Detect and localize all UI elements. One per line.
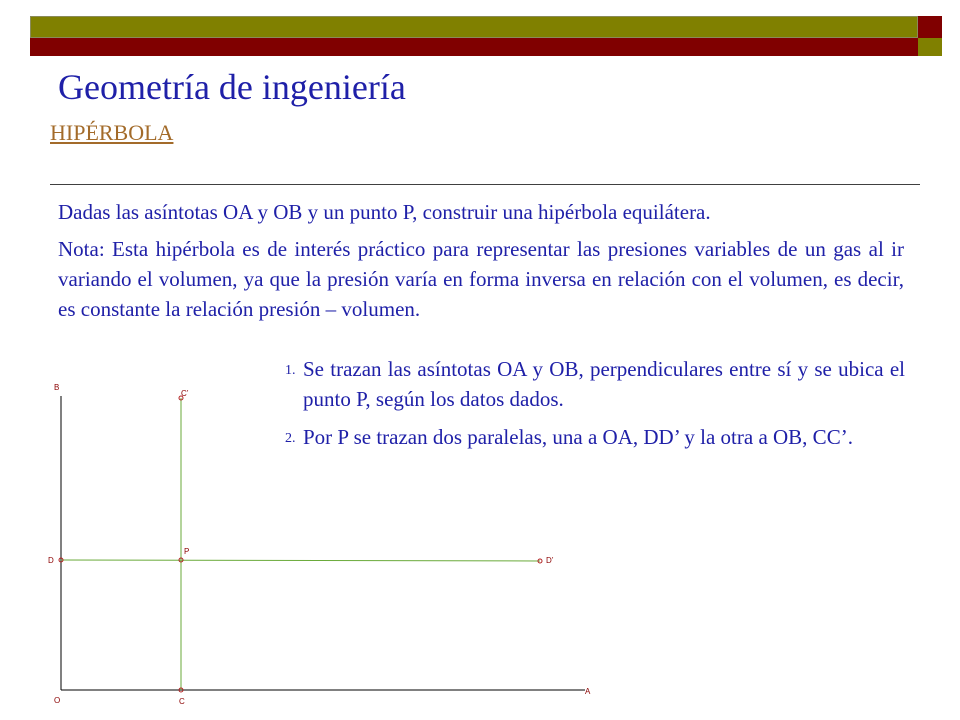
construction-drawing xyxy=(0,360,620,720)
corner-block-maroon xyxy=(918,16,942,38)
slide-title: Geometría de ingeniería xyxy=(58,67,406,107)
top-bar-maroon xyxy=(30,38,918,56)
step-number: 1. xyxy=(285,363,296,378)
step-number: 2. xyxy=(285,431,296,446)
label-b: B xyxy=(54,383,60,392)
corner-block-olive xyxy=(918,38,942,56)
label-a: A xyxy=(585,687,591,696)
note-paragraph: Nota: Esta hipérbola es de interés práctico para representar las presiones variables de un gas al ir variando el volumen, ya que la presión varía en forma inversa en relación con el volumen, es decir, es constante la relación presión – volumen. xyxy=(58,237,904,321)
problem-statement: Dadas las asíntotas OA y OB y un punto P, construir una hipérbola equilátera. xyxy=(58,200,711,224)
step-text: Por P se trazan dos paralelas, una a OA, DD’ y la otra a OB, CC’. xyxy=(303,425,853,449)
label-d-prime: D’ xyxy=(546,556,554,565)
label-o: O xyxy=(54,696,61,705)
slide-subtitle-link[interactable]: HIPÉRBOLA xyxy=(50,120,174,145)
step-text: Se trazan las asíntotas OA y OB, perpendiculares entre sí y se ubica el punto P, según los datos dados. xyxy=(303,357,905,411)
label-p: P xyxy=(184,547,190,556)
line-dd-prime xyxy=(61,560,540,561)
top-bar-olive xyxy=(30,16,918,38)
label-d: D xyxy=(48,556,54,565)
label-c-prime: C’ xyxy=(181,389,189,398)
divider-line xyxy=(50,184,920,185)
label-c: C xyxy=(179,697,185,706)
